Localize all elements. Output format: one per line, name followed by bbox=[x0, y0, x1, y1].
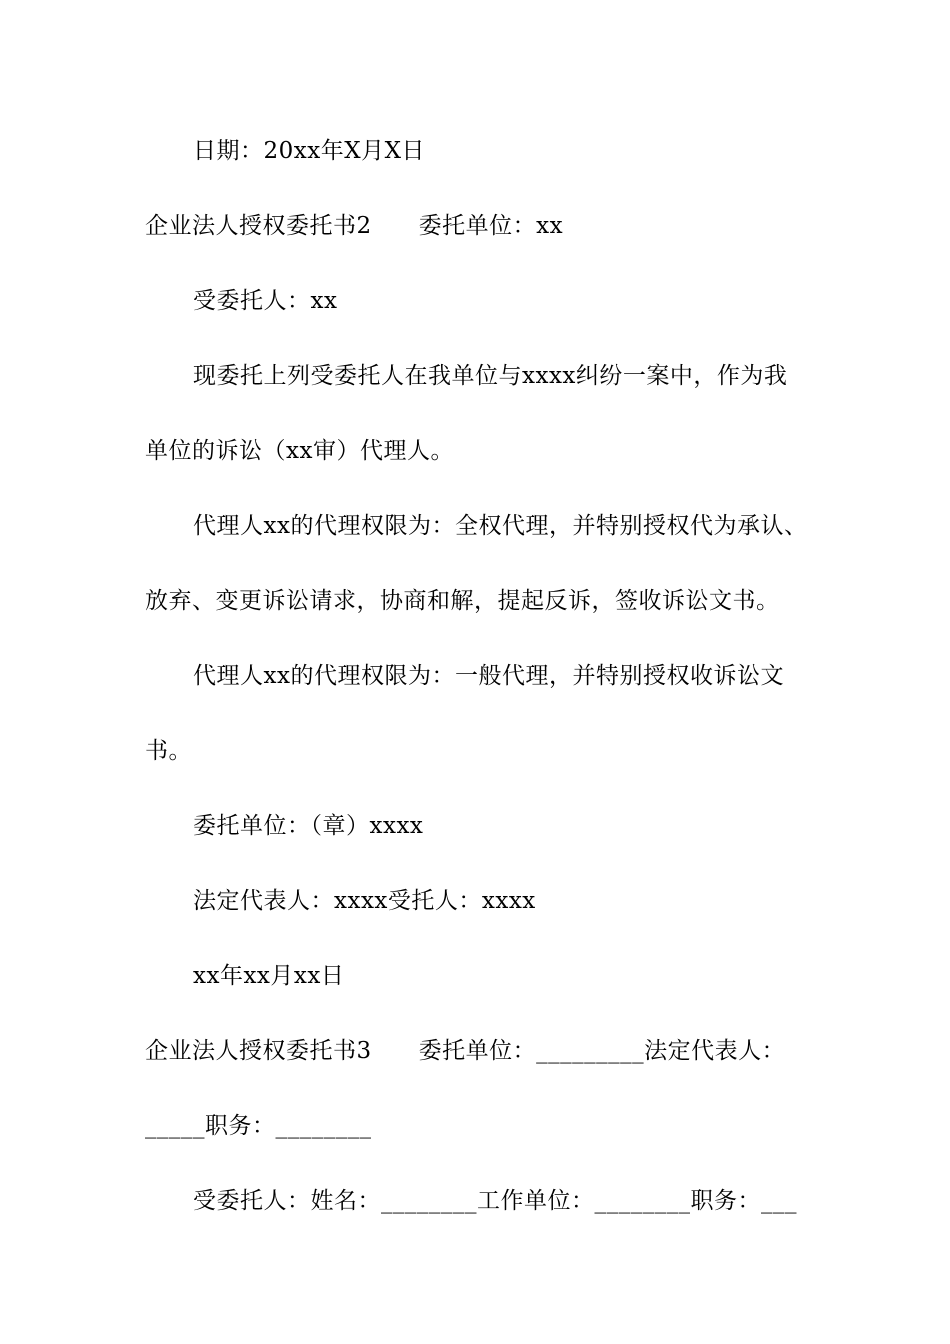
trustee-line: 受委托人：xx bbox=[193, 288, 338, 314]
signature-unit-line: 委托单位：（章）xxxx bbox=[193, 813, 424, 839]
section-title-line: 企业法人授权委托书2 委托单位：xx bbox=[145, 213, 564, 239]
date-line: 日期：20xx年X月X日 bbox=[193, 138, 425, 164]
paragraph-line: 代理人xx的代理权限为：全权代理，并特别授权代为承认、 bbox=[193, 513, 808, 539]
paragraph-line: 放弃、变更诉讼请求，协商和解，提起反诉，签收诉讼文书。 bbox=[145, 588, 780, 614]
form-line: _____职务：________ bbox=[145, 1113, 372, 1139]
paragraph-line: 代理人xx的代理权限为：一般代理，并特别授权收诉讼文 bbox=[193, 663, 784, 689]
paragraph-line: 单位的诉讼（xx审）代理人。 bbox=[145, 438, 454, 464]
signature-date-line: xx年xx月xx日 bbox=[193, 963, 345, 989]
form-line: 受委托人：姓名：________工作单位：________职务：___ bbox=[193, 1188, 797, 1214]
paragraph-line: 书。 bbox=[145, 738, 192, 764]
signature-rep-line: 法定代表人：xxxx受托人：xxxx bbox=[193, 888, 536, 914]
section-title-line: 企业法人授权委托书3 委托单位：_________法定代表人： bbox=[145, 1038, 786, 1064]
paragraph-line: 现委托上列受委托人在我单位与xxxx纠纷一案中，作为我 bbox=[193, 363, 788, 389]
